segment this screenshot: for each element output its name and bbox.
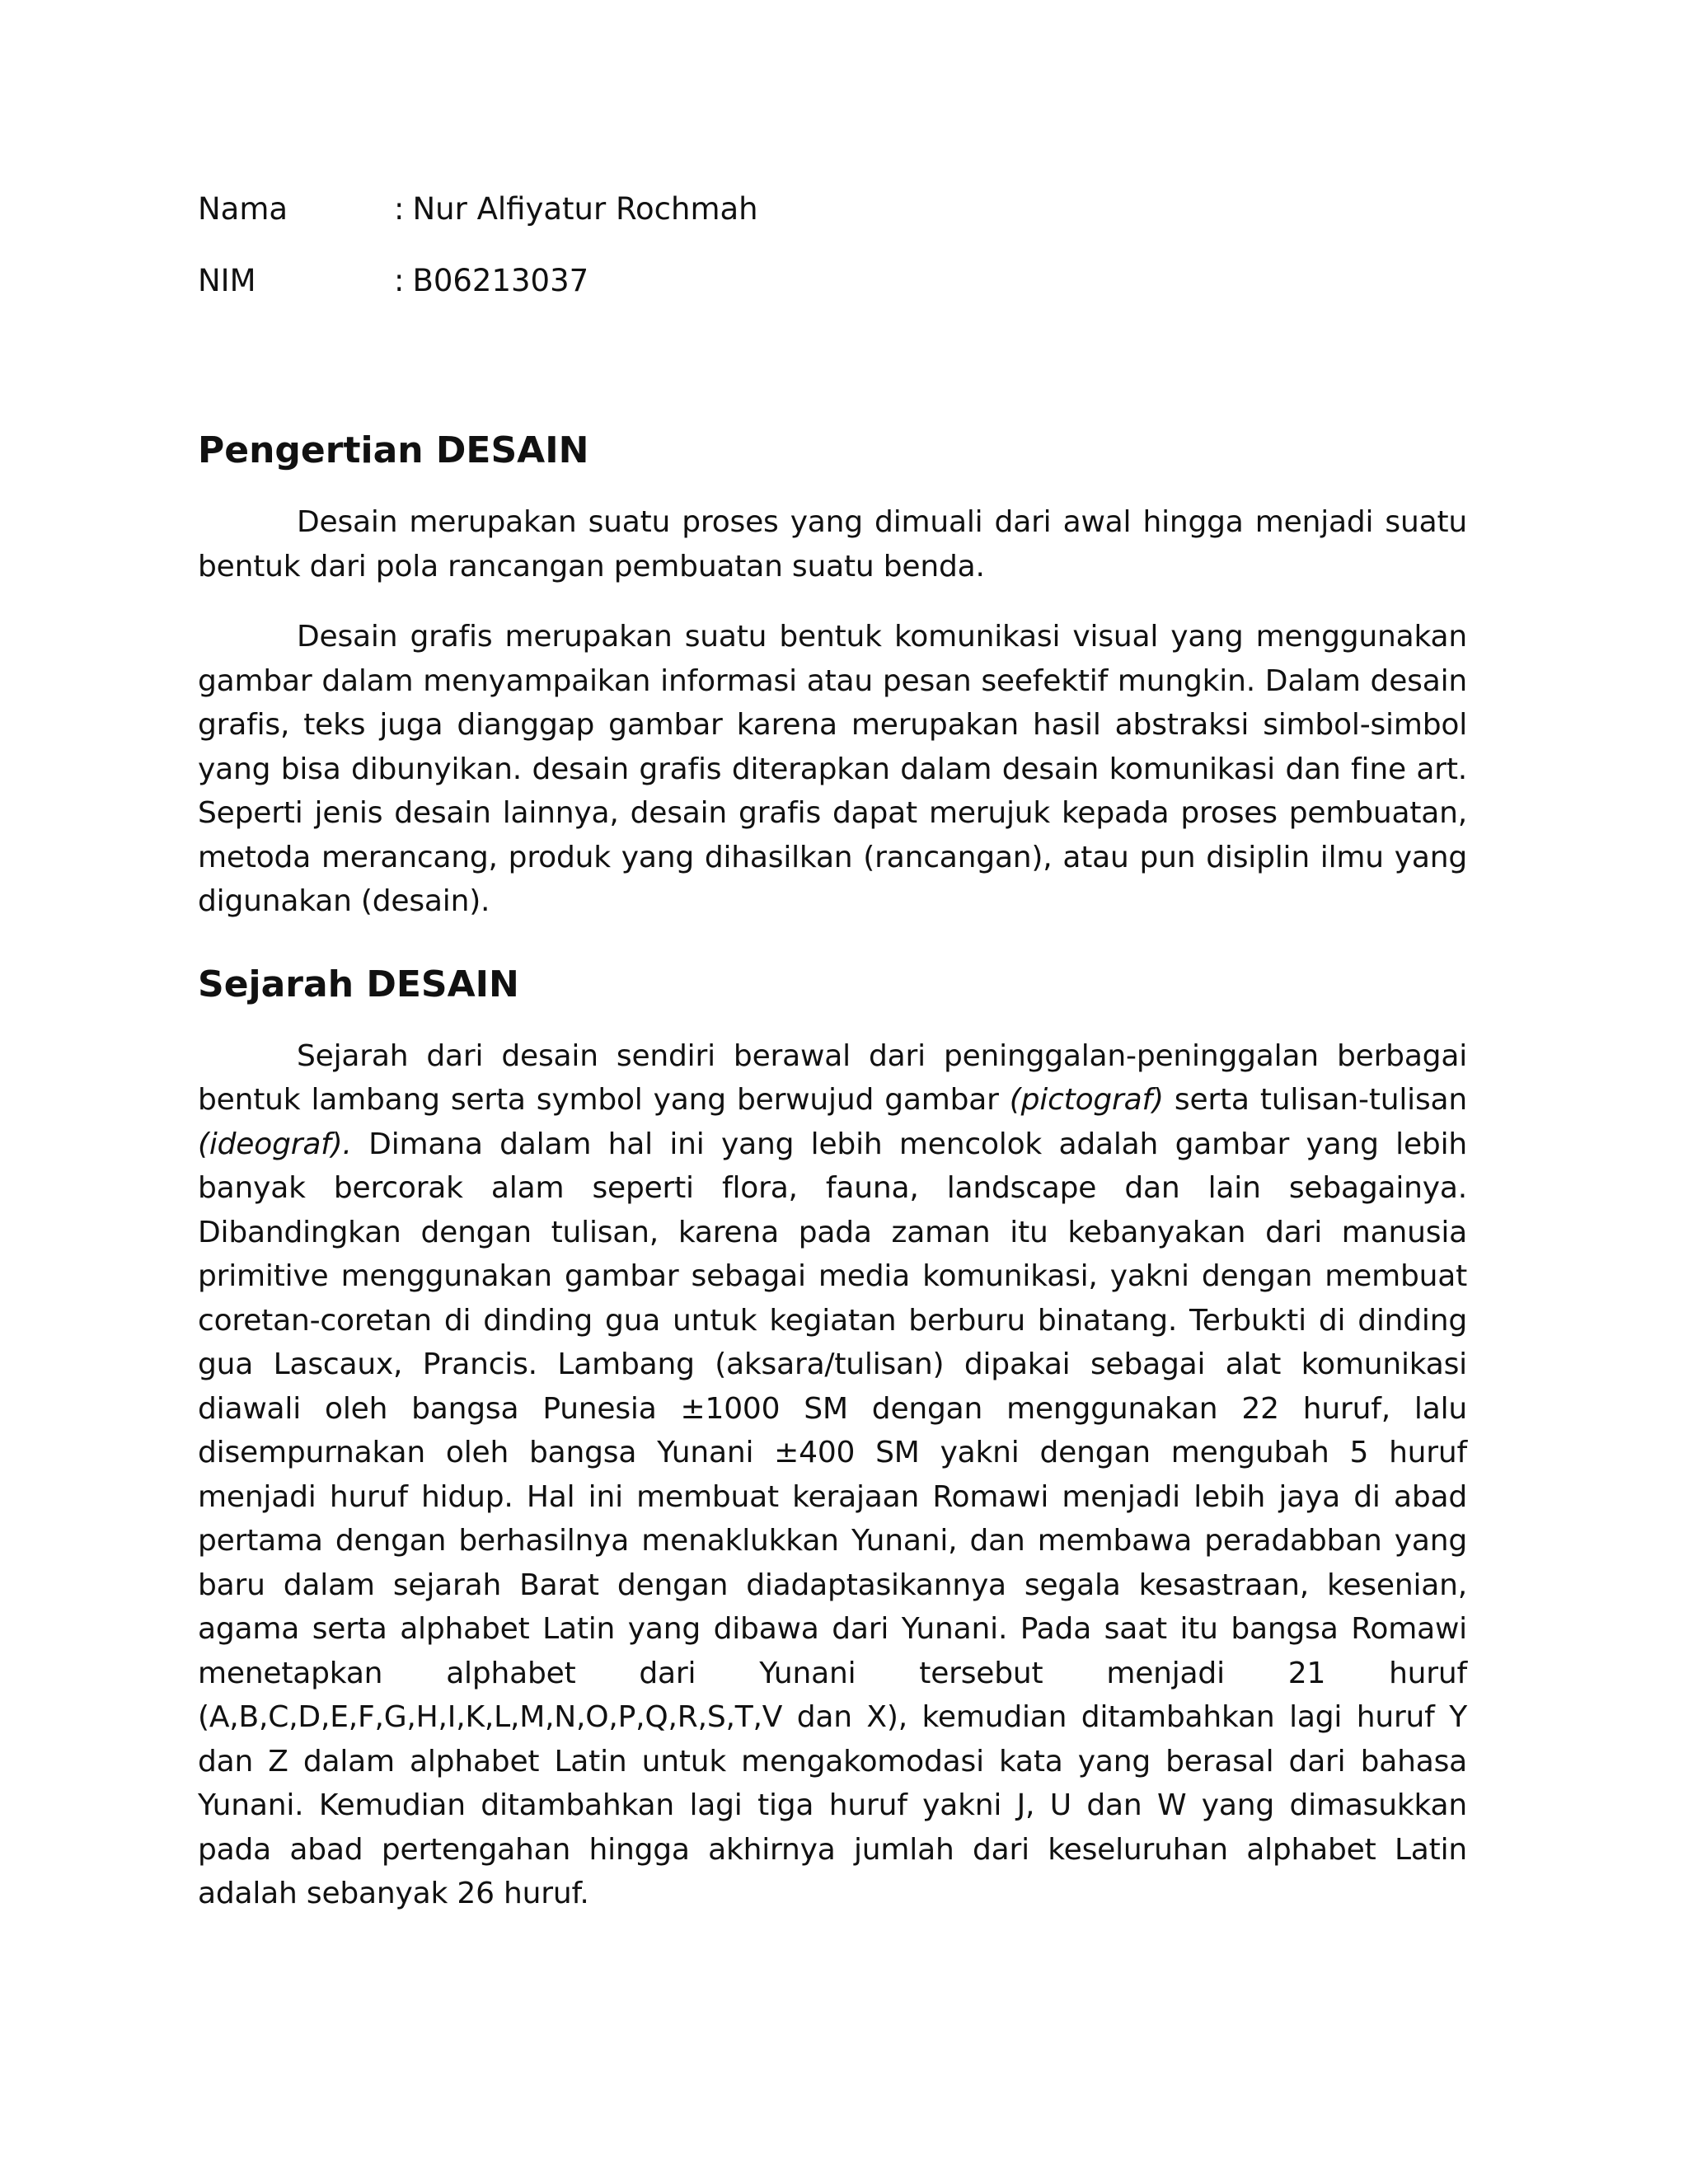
section-title-sejarah: Sejarah DESAIN (198, 963, 519, 1005)
sejarah-italic-pictograf: (pictograf) (1009, 1083, 1164, 1117)
paragraph-pengertian-2: Desain grafis merupakan suatu bentuk komunikasi visual yang menggunakan gambar dalam menyampaikan informasi atau pesan seefektif mungkin. Dalam desain grafis, teks juga dianggap gambar karena merupakan hasil abstraksi simbol-simbol yang bisa dibunyikan. desain grafis diterapkan dalam desain komunikasi dan fine art. Seperti jenis desain lainnya, desain grafis dapat merujuk kepada proses pembuatan, metoda merancang, produk yang dihasilkan (rancangan), atau pun disiplin ilmu yang digunakan (desain). (198, 620, 1467, 918)
sejarah-text-3: Dimana dalam hal ini yang lebih mencolok adalah gambar yang lebih banyak bercorak alam seperti flora, fauna, landscape dan lain sebagainya. Dibandingkan dengan tulisan, karena pada zaman itu kebanyakan dari manusia primitive menggunakan gambar sebagai media komunikasi, yakni dengan membuat coretan-coretan di dinding gua untuk kegiatan berburu binatang. Terbukti di dinding gua Lascaux, Prancis. Lambang (aksara/tulisan) dipakai sebagai alat komunikasi diawali oleh bangsa Punesia ±1000 SM dengan menggunakan 22 huruf, lalu disempurnakan oleh bangsa Yunani ±400 SM yakni dengan mengubah 5 huruf menjadi huruf hidup. Hal ini membuat kerajaan Romawi menjadi lebih jaya di abad pertama dengan berhasilnya menaklukkan Yunani, dan membawa peradabban yang baru dalam sejarah Barat dengan diadaptasikannya segala kesastraan, kesenian, agama serta alphabet Latin yang dibawa dari Yunani. Pada saat itu bangsa Romawi menetapkan alphabet dari Yunani tersebut menjadi 21 huruf (A,B,C,D,E,F,G,H,I,K,L,M,N,O,P,Q,R,S,T,V dan X), kemudian ditambahkan lagi huruf Y dan Z dalam alphabet Latin untuk mengakomodasi kata yang berasal dari bahasa Yunani. Kemudian ditambahkan lagi tiga huruf yakni J, U dan W yang dimasukkan pada abad pertengahan hingga akhirnya jumlah dari keseluruhan alphabet Latin adalah sebanyak 26 huruf. (198, 1127, 1467, 1910)
name-value: Nur Alfiyatur Rochmah (412, 191, 758, 227)
section-title-pengertian: Pengertian DESAIN (198, 429, 589, 471)
nim-separator: : (394, 263, 405, 298)
nim-row (198, 260, 1467, 302)
sejarah-text-2: serta tulisan-tulisan (1163, 1083, 1467, 1117)
nim-value: B06213037 (412, 263, 589, 298)
sejarah-text-1: Sejarah dari desain sendiri berawal dari peninggalan-peninggalan berbagai bentuk lambang serta symbol yang berwujud gambar (198, 1038, 1467, 1117)
paragraph-sejarah (198, 1034, 1467, 1916)
sejarah-italic-ideograf: (ideograf). (198, 1127, 352, 1161)
name-row (198, 188, 1467, 231)
paragraph-pengertian-1: Desain merupakan suatu proses yang dimuali dari awal hingga menjadi suatu bentuk dari pola rancangan pembuatan suatu benda. (198, 505, 1467, 583)
document-content (198, 188, 1467, 1943)
nim-label: NIM (198, 263, 256, 298)
name-label: Nama (198, 191, 288, 227)
name-separator: : (394, 191, 405, 227)
